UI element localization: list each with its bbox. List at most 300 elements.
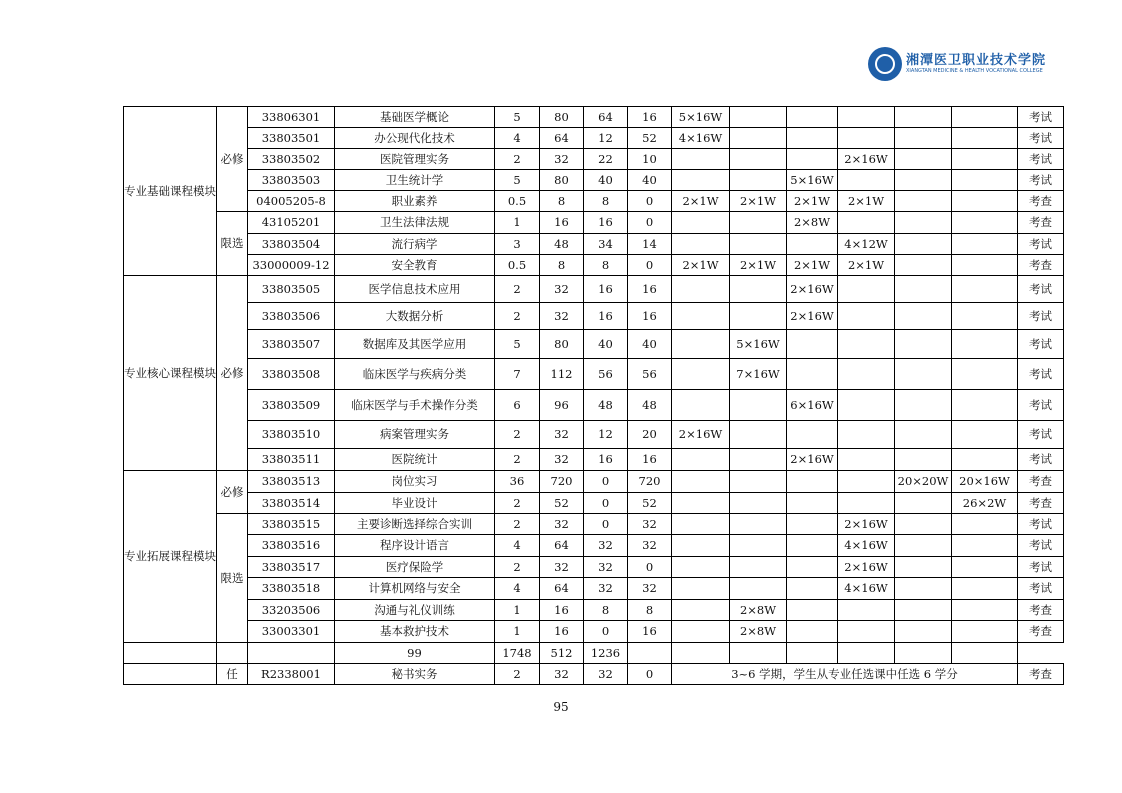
semester-6: [952, 449, 1018, 471]
theory-hours: 0: [584, 493, 628, 514]
semester-1: [672, 600, 730, 621]
course-name: 沟通与礼仪训练: [335, 600, 495, 621]
semester-6: 26×2W: [952, 493, 1018, 514]
practice-hours: 8: [628, 600, 672, 621]
theory-hours: 0: [584, 514, 628, 535]
semester-1: [672, 212, 730, 234]
table-row: [124, 234, 1064, 255]
semester-3: [787, 600, 838, 621]
semester-3: [787, 535, 838, 557]
semester-6: [952, 330, 1018, 359]
semester-5: [895, 107, 952, 128]
semester-3: 2×16W: [787, 449, 838, 471]
table-row: [124, 191, 1064, 212]
theory-hours: 8: [584, 600, 628, 621]
total-hours: 16: [540, 621, 584, 643]
semester-2: [730, 535, 787, 557]
total-hours: 64: [540, 535, 584, 557]
semester-1: [672, 390, 730, 421]
semester-3: [787, 128, 838, 149]
semester-6: [952, 535, 1018, 557]
credits: 0.5: [495, 191, 540, 212]
subtotal-credits: 99: [335, 643, 495, 664]
semester-3: [787, 359, 838, 390]
subtotal-total-hours: 1748: [495, 643, 540, 664]
semester-4: [838, 600, 895, 621]
credits: 1: [495, 212, 540, 234]
semester-5: [895, 149, 952, 170]
practice-hours: 32: [628, 535, 672, 557]
practice-hours: 52: [628, 128, 672, 149]
course-code: R2338001: [248, 664, 335, 685]
assessment: 考试: [1018, 128, 1064, 149]
theory-hours: 40: [584, 330, 628, 359]
credits: 2: [495, 421, 540, 449]
semester-2: [730, 449, 787, 471]
credits: 2: [495, 664, 540, 685]
semester-6: [952, 255, 1018, 276]
semester-1: 2×16W: [672, 421, 730, 449]
credits: 1: [495, 600, 540, 621]
semester-1: 4×16W: [672, 128, 730, 149]
semester-5: [895, 421, 952, 449]
assessment: 考试: [1018, 359, 1064, 390]
table-row: [124, 212, 1064, 234]
assessment: 考试: [1018, 149, 1064, 170]
semester-2: 2×1W: [730, 191, 787, 212]
semester-4: 2×16W: [838, 514, 895, 535]
semester-4: 2×1W: [838, 255, 895, 276]
credits: 36: [495, 471, 540, 493]
table-row: [124, 514, 1064, 535]
assessment: 考试: [1018, 514, 1064, 535]
total-hours: 80: [540, 330, 584, 359]
practice-hours: 0: [628, 664, 672, 685]
subtotal-blank: [124, 643, 217, 664]
theory-hours: 34: [584, 234, 628, 255]
total-hours: 52: [540, 493, 584, 514]
total-hours: 32: [540, 664, 584, 685]
semester-2: [730, 471, 787, 493]
semester-2: [730, 234, 787, 255]
subtotal-blank: [952, 643, 1018, 664]
course-code: 33803515: [248, 514, 335, 535]
theory-hours: 56: [584, 359, 628, 390]
total-hours: 16: [540, 212, 584, 234]
credits: 2: [495, 557, 540, 578]
semester-5: [895, 170, 952, 191]
semester-4: 4×12W: [838, 234, 895, 255]
semester-5: 20×20W: [895, 471, 952, 493]
semester-5: [895, 255, 952, 276]
semester-4: 2×16W: [838, 557, 895, 578]
school-name-cn: 湘潭医卫职业技术学院: [906, 53, 1047, 68]
course-type-label: 任: [217, 664, 248, 685]
semester-2: [730, 578, 787, 600]
table-row: [124, 390, 1064, 421]
curriculum-table: [123, 106, 1064, 685]
semester-6: [952, 149, 1018, 170]
table-row: [124, 600, 1064, 621]
course-name: 流行病学: [335, 234, 495, 255]
semester-5: [895, 600, 952, 621]
practice-hours: 16: [628, 107, 672, 128]
practice-hours: 20: [628, 421, 672, 449]
semester-2: 2×8W: [730, 621, 787, 643]
table-row: [124, 621, 1064, 643]
semester-5: [895, 330, 952, 359]
practice-hours: 720: [628, 471, 672, 493]
course-code: 33803508: [248, 359, 335, 390]
semester-1: [672, 535, 730, 557]
theory-hours: 16: [584, 212, 628, 234]
semester-2: 2×8W: [730, 600, 787, 621]
semester-6: [952, 234, 1018, 255]
course-code: 33003301: [248, 621, 335, 643]
course-name: 医院统计: [335, 449, 495, 471]
total-hours: 96: [540, 390, 584, 421]
semester-1: [672, 557, 730, 578]
theory-hours: 16: [584, 449, 628, 471]
semester-4: 4×16W: [838, 578, 895, 600]
semester-1: [672, 493, 730, 514]
semester-4: 2×16W: [838, 149, 895, 170]
subtotal-blank: [217, 643, 248, 664]
theory-hours: 12: [584, 128, 628, 149]
course-type-label: 必修: [217, 471, 248, 514]
semester-1: [672, 303, 730, 330]
semester-6: [952, 107, 1018, 128]
semester-5: [895, 303, 952, 330]
course-code: 33000009-12: [248, 255, 335, 276]
practice-hours: 14: [628, 234, 672, 255]
total-hours: 32: [540, 557, 584, 578]
subtotal-blank: [787, 643, 838, 664]
semester-3: 6×16W: [787, 390, 838, 421]
elective-row: [124, 664, 1064, 685]
semester-5: [895, 191, 952, 212]
semester-2: [730, 170, 787, 191]
total-hours: 80: [540, 170, 584, 191]
semester-4: [838, 471, 895, 493]
semester-4: [838, 421, 895, 449]
semester-5: [895, 212, 952, 234]
semester-4: [838, 621, 895, 643]
table-row: [124, 535, 1064, 557]
semester-2: [730, 493, 787, 514]
credits: 2: [495, 449, 540, 471]
table-row: [124, 149, 1064, 170]
semester-2: [730, 149, 787, 170]
theory-hours: 40: [584, 170, 628, 191]
course-code: 43105201: [248, 212, 335, 234]
semester-2: [730, 212, 787, 234]
semester-3: 2×1W: [787, 191, 838, 212]
semester-5: [895, 390, 952, 421]
course-name: 卫生统计学: [335, 170, 495, 191]
semester-4: [838, 359, 895, 390]
semester-4: [838, 107, 895, 128]
semester-4: [838, 449, 895, 471]
semester-4: [838, 276, 895, 303]
practice-hours: 0: [628, 191, 672, 212]
semester-5: [895, 514, 952, 535]
credits: 6: [495, 390, 540, 421]
total-hours: 32: [540, 276, 584, 303]
semester-2: [730, 390, 787, 421]
semester-6: [952, 128, 1018, 149]
assessment: 考查: [1018, 255, 1064, 276]
semester-6: [952, 421, 1018, 449]
table-row: [124, 170, 1064, 191]
semester-5: [895, 276, 952, 303]
assessment: 考试: [1018, 390, 1064, 421]
assessment: 考查: [1018, 471, 1064, 493]
course-name: 医学信息技术应用: [335, 276, 495, 303]
subtotal-blank: [248, 643, 335, 664]
semester-1: 2×1W: [672, 255, 730, 276]
course-code: 33803518: [248, 578, 335, 600]
course-name: 计算机网络与安全: [335, 578, 495, 600]
semester-6: [952, 390, 1018, 421]
course-name: 大数据分析: [335, 303, 495, 330]
credits: 7: [495, 359, 540, 390]
total-hours: 8: [540, 191, 584, 212]
semester-5: [895, 359, 952, 390]
credits: 4: [495, 128, 540, 149]
semester-6: [952, 578, 1018, 600]
course-name: 基本救护技术: [335, 621, 495, 643]
assessment: 考试: [1018, 557, 1064, 578]
module-label: 专业拓展课程模块: [124, 471, 217, 643]
credits: 1: [495, 621, 540, 643]
semester-5: [895, 557, 952, 578]
assessment: 考查: [1018, 191, 1064, 212]
course-name: 秘书实务: [335, 664, 495, 685]
semester-6: [952, 191, 1018, 212]
module-label: 专业基础课程模块: [124, 107, 217, 276]
credits: 5: [495, 170, 540, 191]
total-hours: 64: [540, 578, 584, 600]
total-hours: 32: [540, 449, 584, 471]
semester-6: [952, 170, 1018, 191]
semester-1: [672, 234, 730, 255]
semester-1: [672, 359, 730, 390]
credits: 4: [495, 535, 540, 557]
assessment: 考试: [1018, 107, 1064, 128]
credits: 5: [495, 330, 540, 359]
course-type-label: 必修: [217, 107, 248, 212]
total-hours: 112: [540, 359, 584, 390]
semester-1: [672, 276, 730, 303]
theory-hours: 16: [584, 276, 628, 303]
practice-hours: 32: [628, 578, 672, 600]
course-code: 33803510: [248, 421, 335, 449]
course-name: 安全教育: [335, 255, 495, 276]
semester-6: [952, 514, 1018, 535]
semester-3: [787, 471, 838, 493]
theory-hours: 32: [584, 578, 628, 600]
theory-hours: 16: [584, 303, 628, 330]
theory-hours: 0: [584, 621, 628, 643]
assessment: 考试: [1018, 578, 1064, 600]
assessment: 考试: [1018, 449, 1064, 471]
semester-3: [787, 557, 838, 578]
semester-3: 2×16W: [787, 276, 838, 303]
semester-5: [895, 128, 952, 149]
course-name: 办公现代化技术: [335, 128, 495, 149]
course-code: 33803509: [248, 390, 335, 421]
total-hours: 32: [540, 303, 584, 330]
course-code: 33803507: [248, 330, 335, 359]
semester-2: [730, 514, 787, 535]
course-code: 33803502: [248, 149, 335, 170]
course-name: 数据库及其医学应用: [335, 330, 495, 359]
table-row: [124, 449, 1064, 471]
assessment: 考试: [1018, 303, 1064, 330]
table-row: [124, 276, 1064, 303]
semester-1: [672, 149, 730, 170]
semester-5: [895, 449, 952, 471]
total-hours: 64: [540, 128, 584, 149]
credits: 2: [495, 149, 540, 170]
table-row: [124, 128, 1064, 149]
theory-hours: 0: [584, 471, 628, 493]
semester-5: [895, 535, 952, 557]
semester-2: [730, 303, 787, 330]
table-row: [124, 557, 1064, 578]
course-name: 临床医学与疾病分类: [335, 359, 495, 390]
semester-1: [672, 514, 730, 535]
credits: 2: [495, 514, 540, 535]
total-hours: 48: [540, 234, 584, 255]
semester-3: [787, 621, 838, 643]
course-code: 33803516: [248, 535, 335, 557]
semester-1: 2×1W: [672, 191, 730, 212]
credits: 2: [495, 276, 540, 303]
course-code: 33803505: [248, 276, 335, 303]
semester-4: 2×1W: [838, 191, 895, 212]
assessment: 考查: [1018, 664, 1064, 685]
theory-hours: 22: [584, 149, 628, 170]
course-type-label: 必修: [217, 276, 248, 471]
semester-6: [952, 303, 1018, 330]
assessment: 考查: [1018, 621, 1064, 643]
semester-3: [787, 514, 838, 535]
practice-hours: 16: [628, 621, 672, 643]
course-code: 33803513: [248, 471, 335, 493]
theory-hours: 8: [584, 191, 628, 212]
practice-hours: 32: [628, 514, 672, 535]
assessment: 考试: [1018, 234, 1064, 255]
course-code: 33803514: [248, 493, 335, 514]
semester-2: 2×1W: [730, 255, 787, 276]
semester-2: [730, 128, 787, 149]
credits: 0.5: [495, 255, 540, 276]
assessment: 考查: [1018, 212, 1064, 234]
semester-1: [672, 471, 730, 493]
course-name: 职业素养: [335, 191, 495, 212]
subtotal-blank: [895, 643, 952, 664]
semester-3: [787, 421, 838, 449]
course-code: 04005205-8: [248, 191, 335, 212]
school-emblem-icon: [868, 47, 902, 81]
theory-hours: 64: [584, 107, 628, 128]
course-name: 卫生法律法规: [335, 212, 495, 234]
semester-4: [838, 493, 895, 514]
semester-3: [787, 578, 838, 600]
semester-1: [672, 578, 730, 600]
theory-hours: 12: [584, 421, 628, 449]
semester-3: [787, 330, 838, 359]
credits: 5: [495, 107, 540, 128]
course-type-label: 限选: [217, 514, 248, 643]
semester-3: [787, 107, 838, 128]
theory-hours: 32: [584, 664, 628, 685]
subtotal-practice-hours: 1236: [584, 643, 628, 664]
practice-hours: 16: [628, 276, 672, 303]
subtotal-blank: [628, 643, 672, 664]
total-hours: 32: [540, 149, 584, 170]
subtotal-theory-hours: 512: [540, 643, 584, 664]
course-name: 临床医学与手术操作分类: [335, 390, 495, 421]
table-row: [124, 471, 1064, 493]
course-code: 33203506: [248, 600, 335, 621]
table-row: [124, 578, 1064, 600]
subtotal-blank: [838, 643, 895, 664]
course-code: 33803504: [248, 234, 335, 255]
credits: 2: [495, 493, 540, 514]
course-code: 33803506: [248, 303, 335, 330]
assessment: 考试: [1018, 276, 1064, 303]
assessment: 考试: [1018, 421, 1064, 449]
course-name: 病案管理实务: [335, 421, 495, 449]
semester-6: [952, 212, 1018, 234]
table-row: [124, 330, 1064, 359]
semester-5: [895, 621, 952, 643]
semester-1: [672, 330, 730, 359]
semester-5: [895, 578, 952, 600]
theory-hours: 32: [584, 535, 628, 557]
page-number: 95: [553, 700, 569, 714]
course-code: 33803511: [248, 449, 335, 471]
practice-hours: 48: [628, 390, 672, 421]
practice-hours: 16: [628, 449, 672, 471]
theory-hours: 48: [584, 390, 628, 421]
total-hours: 720: [540, 471, 584, 493]
semester-4: 4×16W: [838, 535, 895, 557]
semester-1: [672, 170, 730, 191]
course-name: 毕业设计: [335, 493, 495, 514]
course-type-label: 限选: [217, 212, 248, 276]
total-hours: 80: [540, 107, 584, 128]
semester-2: [730, 557, 787, 578]
assessment: 考试: [1018, 330, 1064, 359]
course-name: 医院管理实务: [335, 149, 495, 170]
practice-hours: 0: [628, 255, 672, 276]
semester-2: [730, 276, 787, 303]
total-hours: 8: [540, 255, 584, 276]
elective-note: 3~6 学期，学生从专业任选课中任选 6 学分: [672, 664, 1018, 685]
total-hours: 32: [540, 421, 584, 449]
semester-3: 2×16W: [787, 303, 838, 330]
assessment: 考查: [1018, 493, 1064, 514]
semester-2: 5×16W: [730, 330, 787, 359]
practice-hours: 56: [628, 359, 672, 390]
school-logo: [868, 45, 1047, 85]
assessment: 考试: [1018, 535, 1064, 557]
module-blank: [124, 664, 217, 685]
